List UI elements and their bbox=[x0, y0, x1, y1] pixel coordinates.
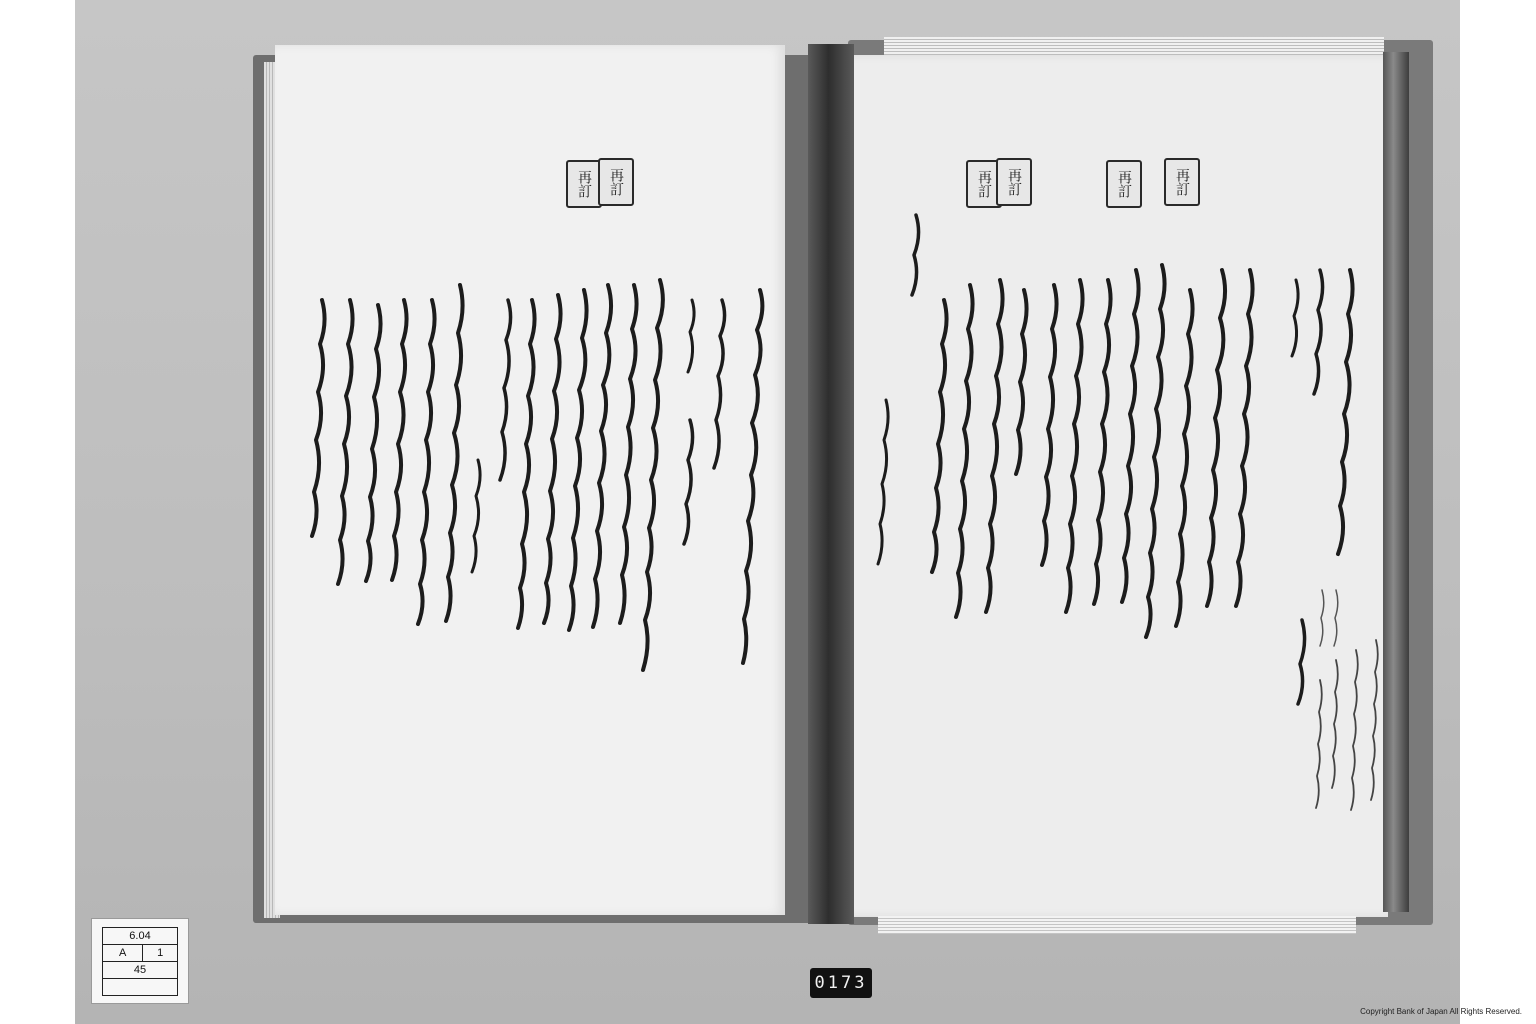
frame-number: 0173 bbox=[810, 968, 872, 998]
revision-seal: 再 訂 bbox=[996, 158, 1032, 206]
reference-row-blank bbox=[103, 979, 178, 996]
revision-seal: 再 訂 bbox=[566, 160, 602, 208]
reference-row-1: 6.04 bbox=[103, 928, 178, 945]
reference-table bbox=[102, 927, 178, 996]
reference-row-2a: A bbox=[103, 945, 143, 962]
copyright-notice: Copyright Bank of Japan All Rights Reserved. bbox=[1360, 1007, 1522, 1016]
revision-seal: 再 訂 bbox=[598, 158, 634, 206]
revision-seal: 再 訂 bbox=[1106, 160, 1142, 208]
revision-seal: 再 訂 bbox=[1164, 158, 1200, 206]
archive-reference-card bbox=[91, 918, 189, 1004]
revision-seal: 再 訂 bbox=[966, 160, 1002, 208]
reference-row-2b: 1 bbox=[143, 945, 178, 962]
reference-row-3: 45 bbox=[103, 962, 178, 979]
